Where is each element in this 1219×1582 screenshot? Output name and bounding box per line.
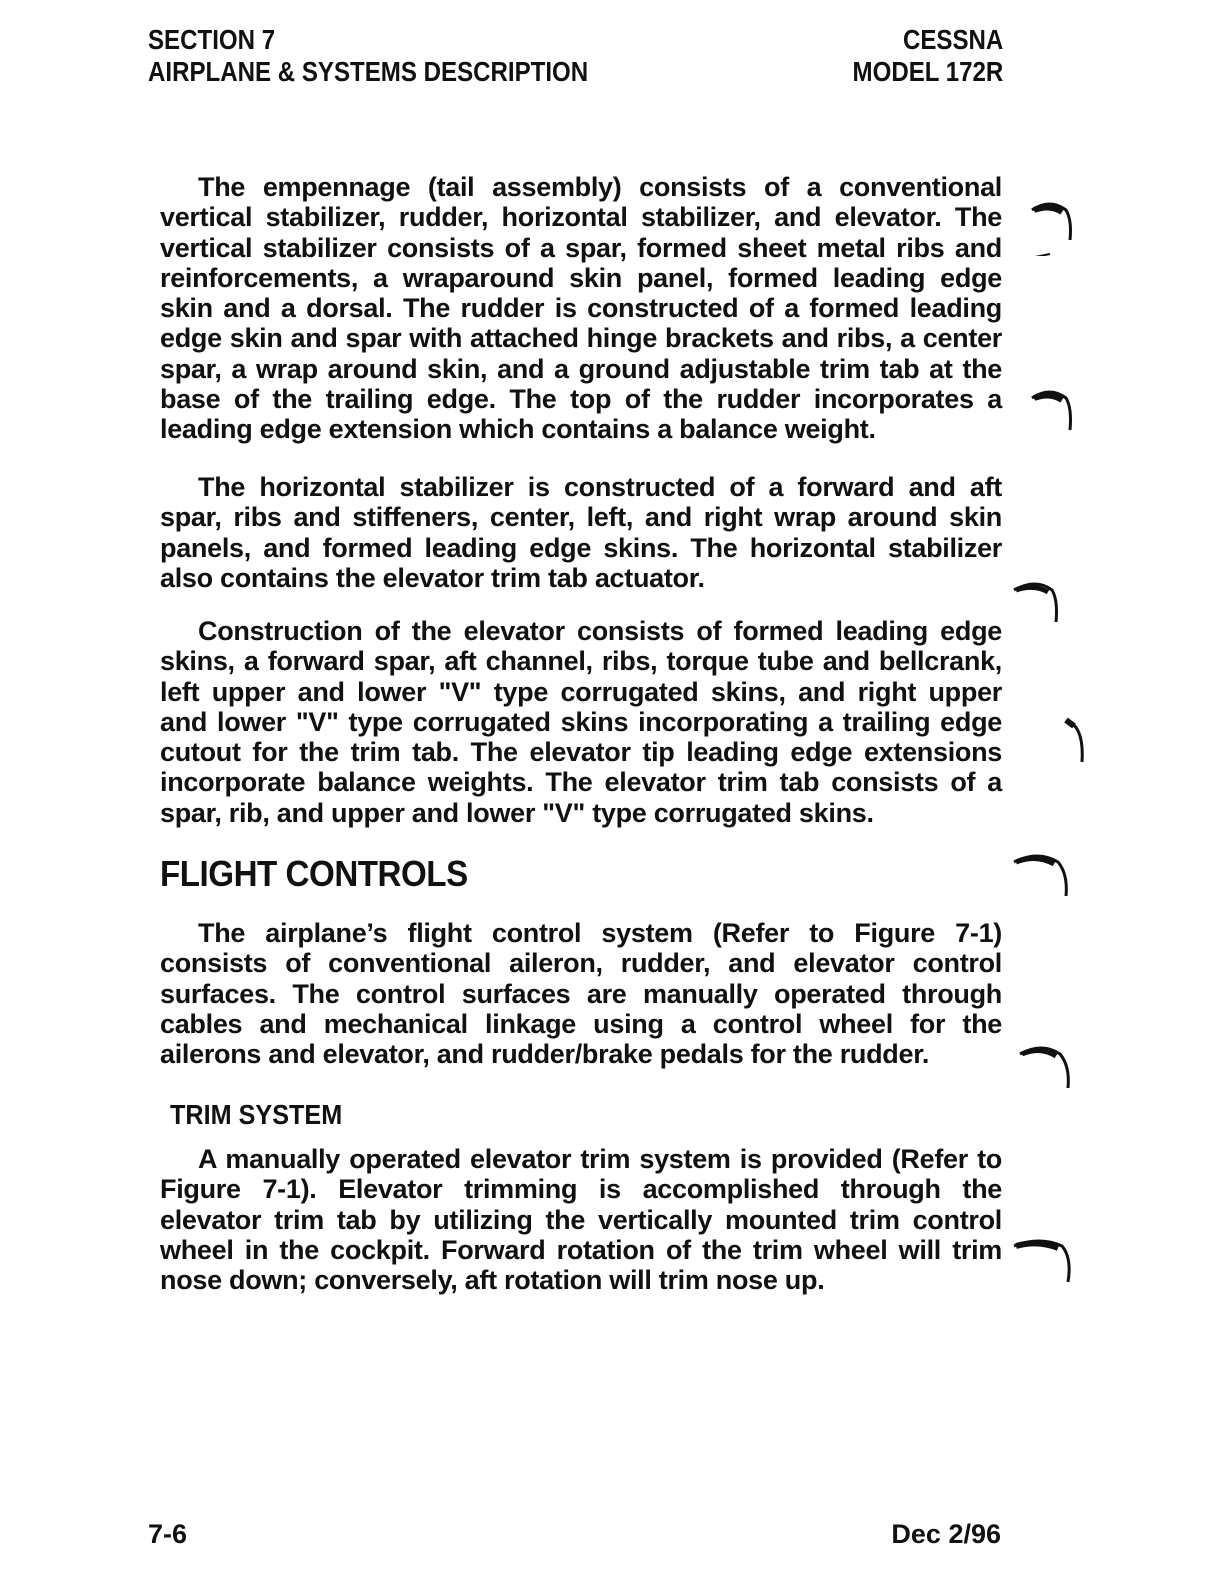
paragraph-flight-controls: The airplane’s flight control system (Refer to Figure 7-1) consists of conventional aileron, rudder, and elevator control surfaces. The control surfaces are manually operated through cables and mechanical linkage using a control wheel for the ailerons and elevator, and rudder/brake pedals for the rudder. [160, 918, 1002, 1070]
paragraph-trim-system: A manually operated elevator trim system is provided (Refer to Figure 7-1). Elevator trimming is accomplished through the elevator trim tab by utilizing the vertically mounted trim control wheel in the cockpit. Forward rotation of the trim wheel will trim nose down; conversely, aft rotation will trim nose up. [160, 1144, 1002, 1296]
page-header-right [852, 24, 1003, 88]
punch-hole-mark [1010, 716, 1090, 776]
paragraph-elevator: Construction of the elevator consists of formed leading edge skins, a forward spar, aft channel, ribs, torque tube and bellcrank, left upper and lower "V" type corrugated skins, and right upper and lower "V" type corrugated skins incorporating a trailing edge cutout for the trim tab. The elevator tip leading edge extensions incorporate balance weights. The elevator trim tab consists of a spar, rib, and upper and lower "V" type corrugated skins. [160, 616, 1002, 828]
punch-hole-mark [1010, 848, 1090, 908]
section-title: AIRPLANE & SYSTEMS DESCRIPTION [148, 56, 589, 87]
punch-hole-mark [1010, 1040, 1090, 1100]
section-number: SECTION 7 [148, 24, 276, 55]
paragraph-empennage: The empennage (tail assembly) consists of a conventional vertical stabilizer, rudder, horizontal stabilizer, and elevator. The vertical stabilizer consists of a spar, formed sheet metal ribs and reinforcements, a wraparound skin panel, formed leading edge skin and a dorsal. The rudder is constructed of a formed leading edge skin and spar with attached hinge brackets and ribs, a center spar, a wrap around skin, and a ground adjustable trim tab at the base of the trailing edge. The top of the rudder incorporates a leading edge extension which contains a balance weight. [160, 172, 1002, 445]
manufacturer-name: CESSNA [902, 24, 1003, 55]
page-number: 7-6 [148, 1519, 188, 1549]
punch-hole-mark [1010, 384, 1090, 444]
heading-flight-controls: FLIGHT CONTROLS [160, 853, 468, 894]
punch-hole-mark [1010, 196, 1090, 256]
punch-hole-mark [1010, 1232, 1090, 1292]
punch-hole-mark [1010, 576, 1090, 636]
revision-date: Dec 2/96 [891, 1519, 1001, 1549]
heading-trim-system: TRIM SYSTEM [170, 1099, 343, 1130]
paragraph-horizontal-stabilizer: The horizontal stabilizer is constructed of a forward and aft spar, ribs and stiffeners, center, left, and right wrap around skin panels, and formed leading edge skins. The horizontal stabilizer also contains the elevator trim tab actuator. [160, 472, 1002, 593]
model-name: MODEL 172R [852, 56, 1003, 87]
page-header-left [148, 24, 588, 88]
